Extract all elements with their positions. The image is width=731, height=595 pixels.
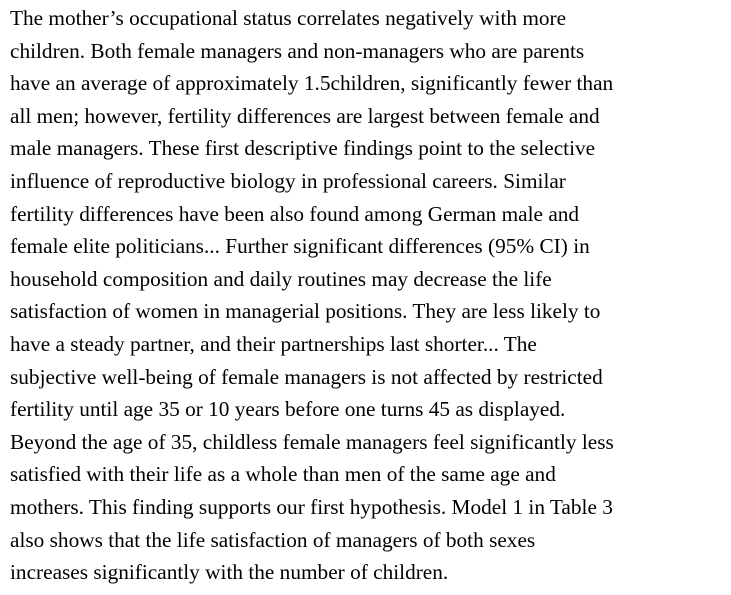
- text-line: have a steady partner, and their partnerships last shorter... The: [10, 331, 537, 356]
- text-line: all men; however, fertility differences are largest between female and: [10, 103, 600, 128]
- text-line: The mother’s occupational status correlates negatively with more: [10, 6, 567, 30]
- text-line: Beyond the age of 35, childless female managers feel significantly less: [10, 429, 614, 454]
- text-line: fertility differences have been also found among German male and: [10, 201, 580, 226]
- text-line: satisfaction of women in managerial positions. They are less likely to: [10, 299, 601, 324]
- text-line: influence of reproductive biology in professional careers. Similar: [10, 168, 566, 193]
- text-line: fertility until age 35 or 10 years before one turns 45 as displayed.: [10, 397, 566, 422]
- text-line: satisfied with their life as a whole than men of the same age and: [10, 462, 556, 487]
- text-line: increases significantly with the number of children.: [10, 560, 449, 585]
- text-line: mothers. This finding supports our first hypothesis. Model 1 in Table 3: [10, 494, 613, 519]
- text-line: household composition and daily routines may decrease the life: [10, 266, 552, 291]
- text-line: subjective well-being of female managers is not affected by restricted: [10, 364, 603, 389]
- text-line: female elite politicians... Further significant differences (95% CI) in: [10, 234, 590, 259]
- text-line: children. Both female managers and non-managers who are parents: [10, 38, 585, 63]
- text-line: male managers. These first descriptive findings point to the selective: [10, 136, 596, 161]
- text-line: also shows that the life satisfaction of managers of both sexes: [10, 527, 536, 552]
- body-paragraph: [10, 2, 726, 589]
- text-line: have an average of approximately 1.5children, significantly fewer than: [10, 71, 614, 96]
